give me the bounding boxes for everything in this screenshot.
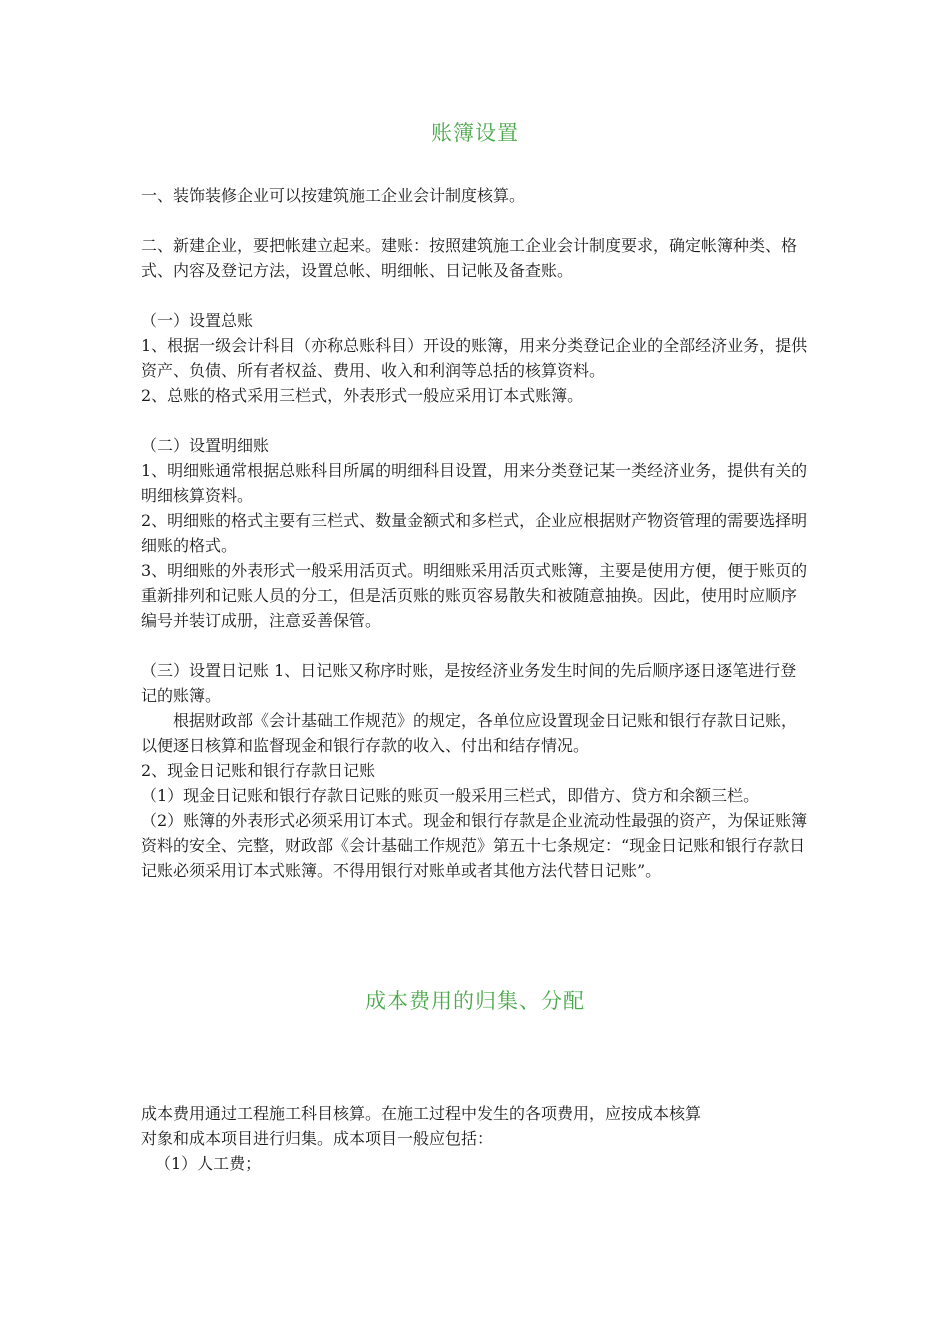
subheading-detail-ledger: （二）设置明细账 [141,436,270,455]
paragraph-1: 一、装饰装修企业可以按建筑施工企业会计制度核算。 [141,186,526,205]
cost-line-1: 成本费用通过工程施工科目核算。在施工过程中发生的各项费用，应按成本核算 [141,1104,702,1123]
general-ledger-item-2: 2、总账的格式采用三栏式，外表形式一般应采用订本式账簿。 [141,386,584,405]
journal-regulation: 根据财政部《会计基础工作规范》的规定，各单位应设置现金日记账和银行存款日记账，以便逐日核算和监督现金和银行存款的收入、付出和结存情况。 [141,711,798,755]
detail-ledger-item-1: 1、明细账通常根据总账科目所属的明细科目设置，用来分类登记某一类经济业务，提供有关的明细核算资料。 [141,461,808,505]
ledger-setup-body [141,183,811,883]
detail-ledger-item-2: 2、明细账的格式主要有三栏式、数量金额式和多栏式，企业应根据财产物资管理的需要选择明细账的格式。 [141,511,808,555]
journal-item-2: 2、现金日记账和银行存款日记账 [141,761,376,780]
journal-point-1: （1）现金日记账和银行存款日记账的账页一般采用三栏式，即借方、贷方和余额三栏。 [141,786,760,805]
paragraph-2: 二、新建企业，要把帐建立起来。建账：按照建筑施工企业会计制度要求，确定帐簿种类、格式、内容及登记方法，设置总帐、明细帐、日记帐及备查账。 [141,236,798,280]
cost-line-2: 对象和成本项目进行归集。成本项目一般应包括： [141,1129,494,1148]
cost-item-labor: （1）人工费； [155,1154,262,1173]
cost-allocation-body [141,1101,811,1176]
section-title-cost-allocation: 成本费用的归集、分配 [365,989,585,1013]
section-title-ledger-setup: 账簿设置 [431,121,519,145]
subheading-journal: （三）设置日记账 1、日记账又称序时账，是按经济业务发生时间的先后顺序逐日逐笔进行登记的账簿。 [141,661,797,705]
general-ledger-item-1: 1、根据一级会计科目（亦称总账科目）开设的账簿，用来分类登记企业的全部经济业务，提供资产、负债、所有者权益、费用、收入和利润等总括的核算资料。 [141,336,808,380]
journal-point-2: （2）账簿的外表形式必须采用订本式。现金和银行存款是企业流动性最强的资产，为保证账簿资料的安全、完整，财政部《会计基础工作规范》第五十七条规定：“现金日记账和银行存款日记账必须采用订本式账簿。不得用银行对账单或者其他方法代替日记账”。 [141,811,808,880]
detail-ledger-item-3: 3、明细账的外表形式一般采用活页式。明细账采用活页式账簿，主要是使用方便，便于账页的重新排列和记账人员的分工，但是活页账的账页容易散失和被随意抽换。因此，使用时应顺序编号并装订成册，注意妥善保管。 [141,561,808,630]
subheading-general-ledger: （一）设置总账 [141,311,254,330]
